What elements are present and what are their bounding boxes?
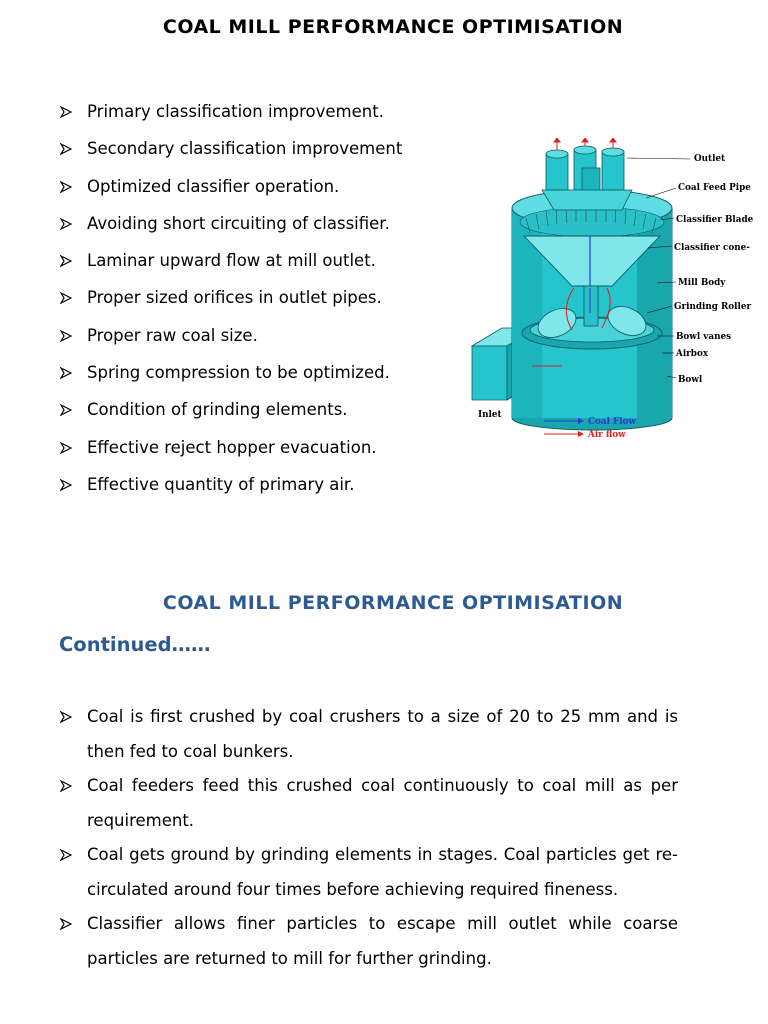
bullet-item	[60, 210, 460, 247]
paragraph-text: Coal feeders feed this crushed coal continuously to coal mill as per requirement.	[87, 776, 678, 830]
continued-heading: Continued……	[59, 633, 211, 656]
bullet-text: Optimized classifier operation.	[87, 176, 340, 196]
bullet-item	[60, 98, 460, 135]
bullet-item	[60, 471, 460, 508]
arrow-bullet-icon	[60, 330, 72, 342]
label-mill-body: Mill Body	[678, 278, 726, 288]
paragraph-text: Coal is first crushed by coal crushers to a size of 20 to 25 mm and is then fed to coal bunkers.	[87, 707, 678, 761]
bullet-item	[60, 173, 460, 210]
optimisation-bullet-list	[60, 98, 460, 508]
arrow-bullet-icon	[60, 404, 72, 416]
label-coal-feed-pipe: Coal Feed Pipe	[678, 183, 751, 193]
paragraph-text: Coal gets ground by grinding elements in stages. Coal particles get re-circulated around four times before achieving required fineness.	[87, 845, 678, 899]
paragraph-item	[60, 907, 678, 976]
bullet-item	[60, 135, 460, 172]
bullet-text: Secondary classification improvement	[87, 139, 403, 159]
arrow-bullet-icon	[60, 442, 72, 454]
label-bowl-vanes: Bowl vanes	[676, 332, 732, 342]
classifier-blades	[520, 207, 664, 237]
label-bowl: Bowl	[678, 375, 703, 385]
arrow-bullet-icon	[60, 367, 72, 379]
legend-air-flow: Air flow	[588, 430, 626, 438]
arrow-bullet-icon	[60, 479, 72, 491]
bullet-item	[60, 396, 460, 433]
bullet-item	[60, 434, 460, 471]
bullet-text: Primary classification improvement.	[87, 102, 384, 121]
bullet-text: Spring compression to be optimized.	[87, 363, 390, 383]
arrow-bullet-icon	[60, 255, 72, 267]
page-title: COAL MILL PERFORMANCE OPTIMISATION	[162, 16, 624, 38]
arrow-bullet-icon	[60, 218, 72, 230]
arrow-bullet-icon	[60, 780, 72, 792]
arrow-bullet-icon	[60, 106, 72, 118]
bullet-text: Avoiding short circuiting of classifier.	[87, 213, 390, 233]
bullet-item	[60, 284, 460, 321]
arrow-bullet-icon	[60, 143, 72, 155]
bullet-text: Condition of grinding elements.	[87, 400, 348, 420]
bullet-text: Effective reject hopper evacuation.	[87, 437, 377, 457]
bullet-text: Effective quantity of primary air.	[87, 474, 355, 494]
paragraph-item	[60, 838, 678, 907]
arrow-bullet-icon	[60, 918, 72, 930]
label-classifier-blade: Classifier Blade	[676, 215, 754, 225]
outlet-pipes	[542, 146, 632, 210]
paragraph-text: Classifier allows finer particles to escape mill outlet while coarse particles are returned to mill for further grinding.	[87, 914, 678, 968]
paragraph-item	[60, 769, 678, 838]
bullet-text: Proper raw coal size.	[87, 325, 258, 345]
arrow-bullet-icon	[60, 181, 72, 193]
bullet-text: Proper sized orifices in outlet pipes.	[87, 288, 382, 308]
process-description-list	[60, 700, 678, 976]
arrow-bullet-icon	[60, 711, 72, 723]
coal-mill-diagram	[462, 138, 762, 438]
label-grinding-roller: Grinding Roller	[674, 302, 752, 312]
bullet-item	[60, 322, 460, 359]
bullet-text: Laminar upward flow at mill outlet.	[87, 251, 376, 271]
label-airbox: Airbox	[676, 349, 709, 359]
bullet-item	[60, 359, 460, 396]
arrow-bullet-icon	[60, 292, 72, 304]
section-title: COAL MILL PERFORMANCE OPTIMISATION	[162, 592, 624, 614]
arrow-bullet-icon	[60, 849, 72, 861]
label-classifier-cone: Classifier cone-	[674, 243, 750, 253]
legend-coal-flow: Coal Flow	[588, 417, 637, 427]
label-outlet: Outlet	[694, 154, 726, 164]
bullet-item	[60, 247, 460, 284]
label-inlet: Inlet	[478, 410, 502, 420]
paragraph-item	[60, 700, 678, 769]
